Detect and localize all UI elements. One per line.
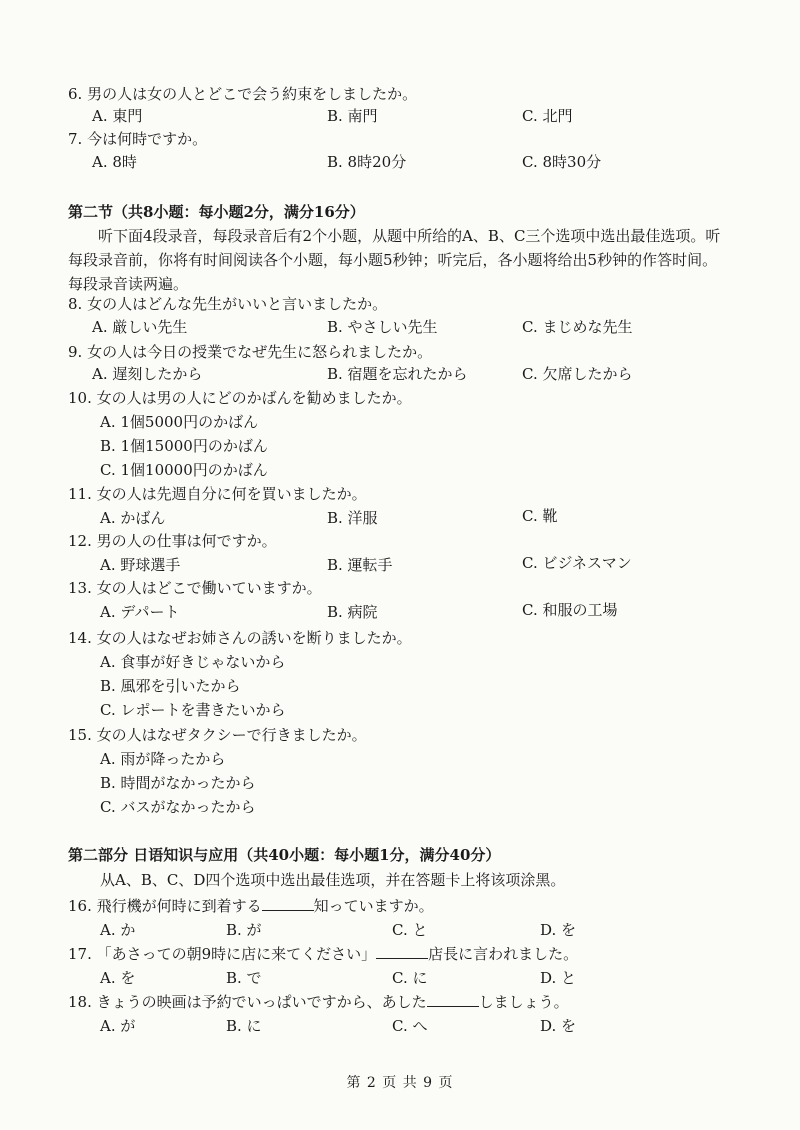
question-17-option-c: C. に — [392, 969, 428, 987]
question-9-stem: 9. 女の人は今日の授業でなぜ先生に怒られましたか。 — [68, 343, 433, 361]
question-14-stem: 14. 女の人はなぜお姉さんの誘いを断りましたか。 — [68, 629, 412, 647]
question-12-option-c: C. ビジネスマン — [522, 554, 632, 572]
question-13-option-b: B. 病院 — [327, 603, 378, 621]
part-2-title: 第二部分 日语知识与应用（共40小题：每小题1分，满分40分） — [68, 846, 501, 864]
question-9-option-b: B. 宿題を忘れたから — [327, 365, 468, 383]
question-6-option-b: B. 南門 — [327, 107, 378, 125]
question-11-option-c: C. 靴 — [522, 507, 558, 525]
question-7-option-c: C. 8時30分 — [522, 153, 602, 171]
page-number: 第 2 页 共 9 页 — [346, 1075, 454, 1091]
question-16-option-d: D. を — [540, 921, 577, 939]
question-10-option-c: C. 1個10000円のかばん — [100, 461, 268, 479]
question-18-option-d: D. を — [540, 1017, 577, 1035]
question-14-option-a: A. 食事が好きじゃないから — [100, 653, 286, 671]
question-9-option-a: A. 遅刻したから — [92, 365, 203, 383]
question-13-option-c: C. 和服の工場 — [522, 601, 618, 619]
question-6-stem: 6. 男の人は女の人とどこで会う約束をしましたか。 — [68, 85, 418, 103]
question-17-option-d: D. と — [540, 969, 577, 987]
question-10-stem: 10. 女の人は男の人にどのかばんを勧めましたか。 — [68, 389, 412, 407]
question-16-option-b: B. が — [226, 921, 262, 939]
question-7-option-b: B. 8時20分 — [327, 153, 407, 171]
part-2-instruction: 从A、B、C、D四个选项中选出最佳选项，并在答题卡上将该项涂黑。 — [100, 871, 566, 889]
question-7-option-a: A. 8時 — [92, 153, 137, 171]
question-14-option-b: B. 風邪を引いたから — [100, 677, 241, 695]
question-12-option-b: B. 運転手 — [327, 556, 393, 574]
question-11-option-b: B. 洋服 — [327, 509, 378, 527]
question-6-option-a: A. 東門 — [92, 107, 143, 125]
answer-blank — [376, 944, 428, 959]
question-12-stem: 12. 男の人の仕事は何ですか。 — [68, 532, 277, 550]
question-9-option-c: C. 欠席したから — [522, 365, 633, 383]
question-18-option-a: A. が — [100, 1017, 136, 1035]
question-14-option-c: C. レポートを書きたいから — [100, 701, 286, 719]
question-16-option-a: A. か — [100, 921, 136, 939]
question-16-option-c: C. と — [392, 921, 428, 939]
question-8-option-b: B. やさしい先生 — [327, 318, 438, 336]
question-12-option-a: A. 野球選手 — [100, 556, 181, 574]
question-18-option-c: C. へ — [392, 1017, 428, 1035]
question-7-stem: 7. 今は何時ですか。 — [68, 130, 208, 148]
question-10-option-a: A. 1個5000円のかばん — [100, 413, 259, 431]
question-18-option-b: B. に — [226, 1017, 262, 1035]
section-2-title: 第二节（共8小题：每小题2分，满分16分） — [68, 203, 365, 221]
question-8-option-c: C. まじめな先生 — [522, 318, 633, 336]
question-17-option-a: A. を — [100, 969, 136, 987]
question-17-option-b: B. で — [226, 969, 262, 987]
question-15-stem: 15. 女の人はなぜタクシーで行きましたか。 — [68, 726, 367, 744]
question-6-option-c: C. 北門 — [522, 107, 573, 125]
question-13-stem: 13. 女の人はどこで働いていますか。 — [68, 579, 322, 597]
question-16-stem: 16. 飛行機が何時に到着する 知っていますか。 — [68, 897, 434, 915]
question-15-option-c: C. バスがなかったから — [100, 798, 256, 816]
section-2-instruction: 听下面4段录音，每段录音后有2个小题，从题中所给的A、B、C三个选项中选出最佳选项。听每段录音前，你将有时间阅读各个小题，每小题5秒钟；听完后，各小题将给出5秒钟的作答时间。每段录音读两遍。 — [68, 227, 721, 293]
question-8-option-a: A. 厳しい先生 — [92, 318, 188, 336]
question-13-option-a: A. デパート — [100, 603, 180, 621]
question-10-option-b: B. 1個15000円のかばん — [100, 437, 268, 455]
question-17-stem: 17. 「あさっての朝9時に店に来てください」 店長に言われました。 — [68, 945, 579, 963]
question-8-stem: 8. 女の人はどんな先生がいいと言いましたか。 — [68, 295, 388, 313]
question-15-option-a: A. 雨が降ったから — [100, 750, 226, 768]
question-11-stem: 11. 女の人は先週自分に何を買いましたか。 — [68, 485, 367, 503]
answer-blank — [427, 992, 479, 1007]
question-15-option-b: B. 時間がなかったから — [100, 774, 256, 792]
question-11-option-a: A. かばん — [100, 509, 166, 527]
question-18-stem: 18. きょうの映画は予約でいっぱいですから、あした しましょう。 — [68, 993, 569, 1011]
answer-blank — [262, 896, 314, 911]
